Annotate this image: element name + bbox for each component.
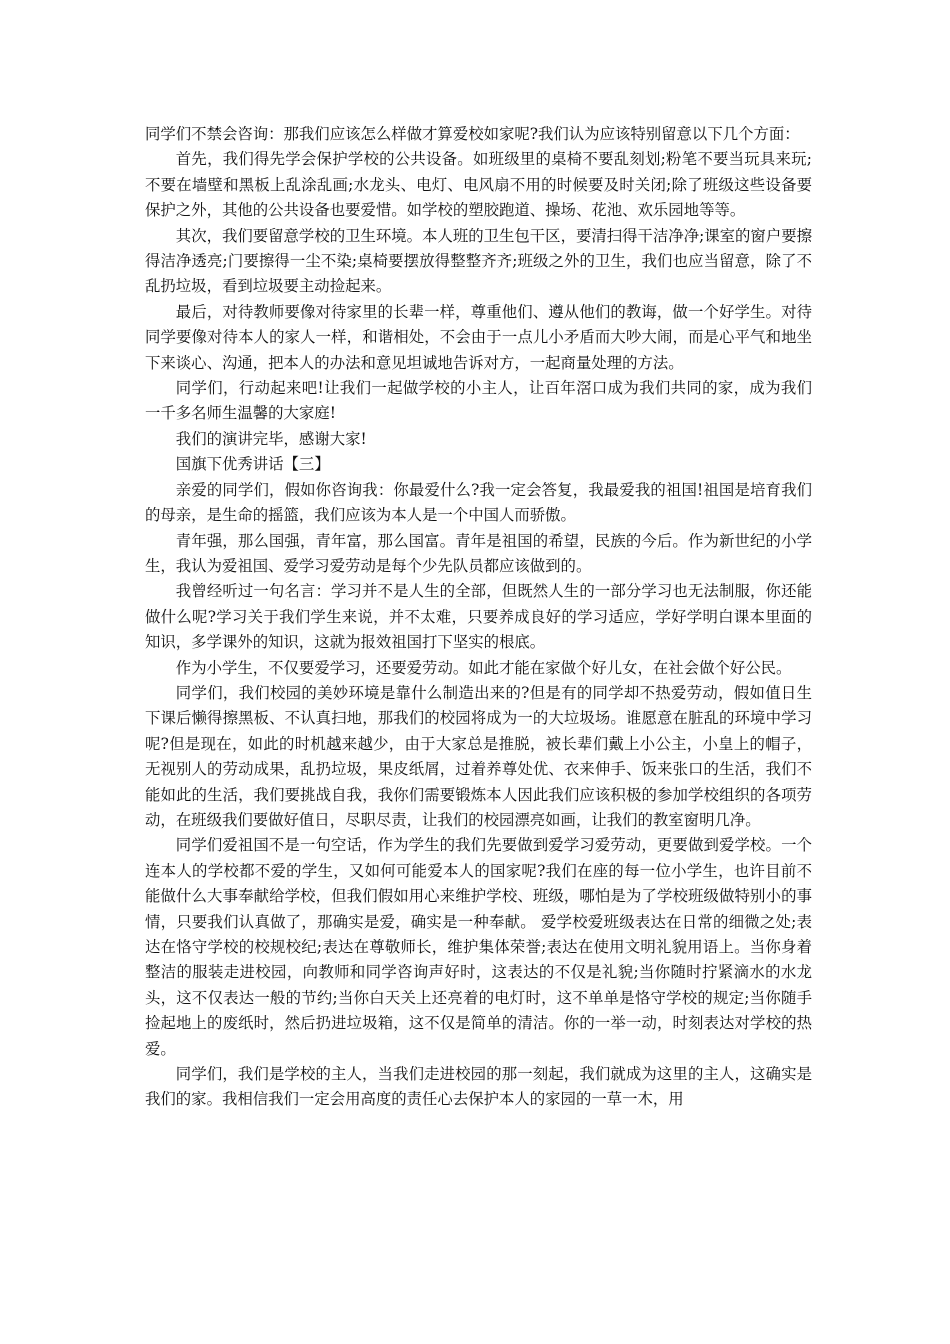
paragraph: 首先，我们得先学会保护学校的公共设备。如班级里的桌椅不要乱刻划;粉笔不要当玩具来玩;不要在墙壁和黑板上乱涂乱画;水龙头、电灯、电风扇不用的时候要及时关闭;除了班级这些设备要保护之外，其他的公共设备也要爱惜。如学校的塑胶跑道、操场、花池、欢乐园地等等。: [145, 150, 812, 220]
paragraph: 最后，对待教师要像对待家里的长辈一样，尊重他们、遵从他们的教诲，做一个好学生。对待同学要像对待本人的家人一样，和谐相处，不会由于一点儿小矛盾而大吵大闹，而是心平气和地坐下来谈心、沟通，把本人的办法和意见坦诚地告诉对方，一起商量处理的方法。: [145, 302, 812, 372]
paragraph: 我曾经听过一句名言：学习并不是人生的全部，但既然人生的一部分学习也无法制服，你还能做什么呢?学习关于我们学生来说，并不太难，只要养成良好的学习适应，学好学明白课本里面的知识，多学课外的知识，这就为报效祖国打下坚实的根底。: [145, 582, 812, 652]
paragraph: 我们的演讲完毕，感谢大家!: [175, 429, 367, 448]
paragraph: 青年强，那么国强，青年富，那么国富。青年是祖国的希望，民族的今后。作为新世纪的小学生，我认为爱祖国、爱学习爱劳动是每个少先队员都应该做到的。: [145, 531, 812, 575]
paragraph: 亲爱的同学们，假如你咨询我：你最爱什么?我一定会答复，我最爱我的祖国!祖国是培育我们的母亲，是生命的摇篮，我们应该为本人是一个中国人而骄傲。: [145, 480, 812, 525]
paragraph: 同学们爱祖国不是一句空话，作为学生的我们先要做到爱学习爱劳动，更要做到爱学校。一个连本人的学校都不爱的学生，又如何可能爱本人的国家呢?我们在座的每一位小学生，也许目前不能做什么大事奉献给学校，但我们假如用心来维护学校、班级，哪怕是为了学校班级做特别小的事情，只要我们认真做了，那确实是爱，确实是一种奉献。 爱学校爱班级表达在日常的细微之处;表达在恪守学校的校规校纪;表达在尊敬师长，维护集体荣誉;表达在使用文明礼貌用语上。当你身着整洁的服装走进校园，向教师和同学咨询声好时，这表达的不仅是礼貌;当你随时拧紧滴水的水龙头，这不仅表达一般的节约;当你白天关上还亮着的电灯时，这不单单是恪守学校的规定;当你随手捡起地上的废纸时，然后扔进垃圾箱，这不仅是简单的清洁。你的一举一动，时刻表达对学校的热爱。: [145, 836, 813, 1058]
paragraph: 其次，我们要留意学校的卫生环境。本人班的卫生包干区，要清扫得干洁净净;课室的窗户要擦得洁净透亮;门要擦得一尘不染;桌椅要摆放得整整齐齐;班级之外的卫生，我们也应当留意，除了不乱扔垃圾，看到垃圾要主动捡起来。: [145, 226, 812, 296]
section-heading: 国旗下优秀讲话【三】: [175, 455, 330, 474]
document-body: [145, 122, 812, 1113]
paragraph: 同学们，我们是学校的主人，当我们走进校园的那一刻起，我们就成为这里的主人，这确实是我们的家。我相信我们一定会用高度的责任心去保护本人的家园的一草一木，用: [145, 1065, 812, 1109]
paragraph: 同学们不禁会咨询：那我们应该怎么样做才算爱校如家呢?我们认为应该特别留意以下几个方面：: [145, 125, 800, 143]
paragraph: 同学们，我们校园的美妙环境是靠什么制造出来的?但是有的同学却不热爱劳动，假如值日生下课后懒得擦黑板、不认真扫地，那我们的校园将成为一的大垃圾场。谁愿意在脏乱的环境中学习呢?但是现在，如此的时机越来越少，由于大家总是推脱，被长辈们戴上小公主，小皇上的帽子，无视别人的劳动成果，乱扔垃圾，果皮纸屑，过着养尊处优、衣来伸手、饭来张口的生活，我们不能如此的生活，我们要挑战自我，我你们需要锻炼本人因此我们应该积极的参加学校组织的各项劳动，在班级我们要做好值日，尽职尽责，让我们的校园漂亮如画，让我们的教室窗明几净。: [145, 683, 812, 829]
paragraph: 同学们，行动起来吧!让我们一起做学校的小主人，让百年滘口成为我们共同的家，成为我们一千多名师生温馨的大家庭!: [145, 379, 812, 423]
paragraph: 作为小学生，不仅要爱学习，还要爱劳动。如此才能在家做个好儿女，在社会做个好公民。: [175, 658, 792, 677]
